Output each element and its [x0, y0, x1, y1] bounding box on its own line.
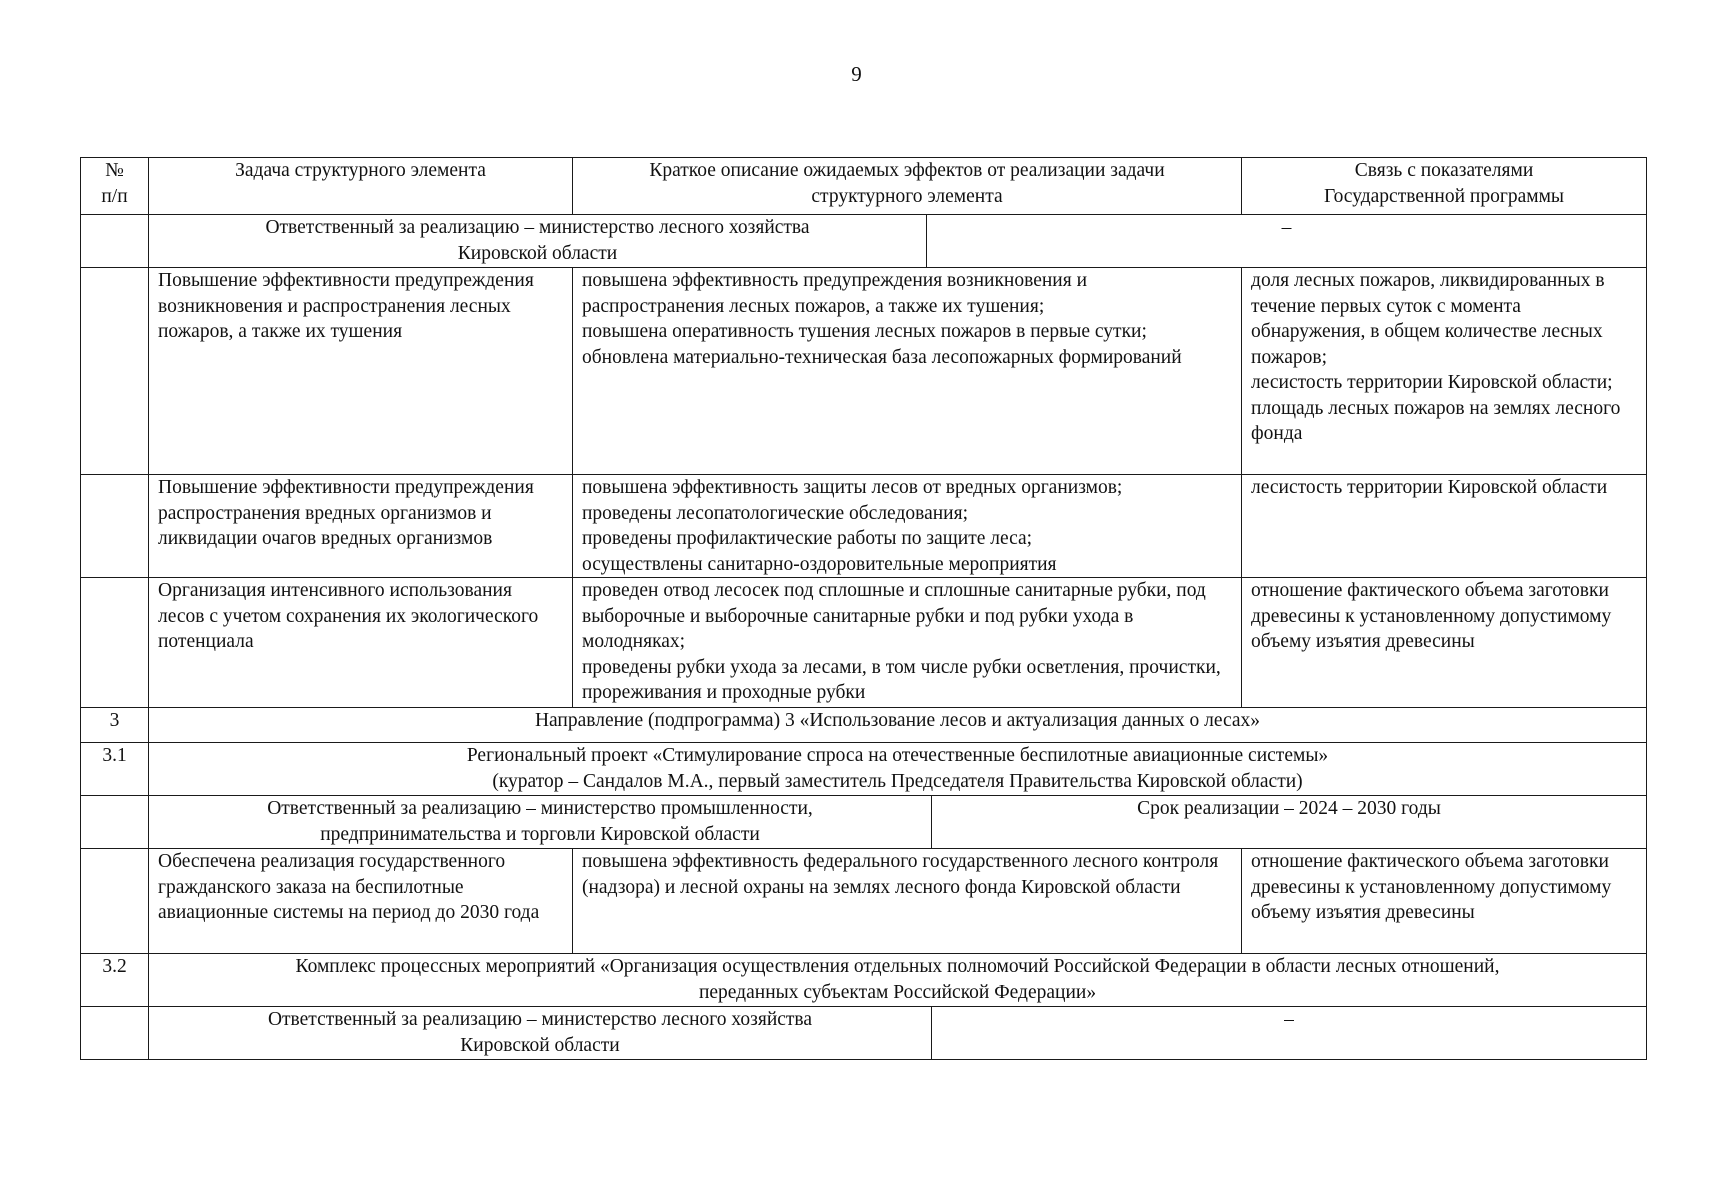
table-header-row — [81, 158, 1647, 215]
task-cell: Организация интенсивного использования лесов с учетом сохранения их экологического потенциала — [149, 578, 573, 708]
project-number: 3.1 — [81, 743, 149, 796]
structural-elements-table — [80, 157, 1647, 1060]
complex-title: Комплекс процессных мероприятий «Организация осуществления отдельных полномочий Российской Федерации в области лесных отношений, переданных субъектам Российской Федерации» — [149, 954, 1647, 1007]
header-effects: Краткое описание ожидаемых эффектов от реализации задачи структурного элемента — [573, 158, 1242, 215]
empty-number-cell — [81, 215, 149, 268]
effects-cell: повышена эффективность федерального государственного лесного контроля (надзора) и лесной охраны на землях лесного фонда Кировской области — [573, 849, 1242, 954]
page-number: 9 — [851, 62, 862, 86]
empty-number-cell — [81, 475, 149, 578]
empty-number-cell — [81, 578, 149, 708]
complex-number: 3.2 — [81, 954, 149, 1007]
effects-cell: проведен отвод лесосек под сплошные и сплошные санитарные рубки, под выборочные и выборочные санитарные рубки и под рубки ухода в молодняках; проведены рубки ухода за лесами, в том числе рубки осветления, прочистки, прореживания и проходные рубки — [573, 578, 1242, 708]
header-indicators: Связь с показателями Государственной программы — [1242, 158, 1647, 215]
responsible-cell: Ответственный за реализацию – министерство промышленности, предпринимательства и торговли Кировской области — [149, 796, 932, 849]
table-row — [81, 268, 1647, 475]
task-cell: Обеспечена реализация государственного гражданского заказа на беспилотные авиационные системы на период до 2030 года — [149, 849, 573, 954]
table-row — [81, 475, 1647, 578]
empty-number-cell — [81, 1007, 149, 1060]
indicators-cell: лесистость территории Кировской области — [1242, 475, 1647, 578]
indicators-cell: доля лесных пожаров, ликвидированных в течение первых суток с момента обнаружения, в общем количестве лесных пожаров; лесистость территории Кировской области; площадь лесных пожаров на землях лесного фонда — [1242, 268, 1647, 475]
responsible-row — [81, 796, 1647, 849]
indicators-cell: отношение фактического объема заготовки древесины к установленному допустимому объему изъятия древесины — [1242, 849, 1647, 954]
responsible-row — [81, 215, 1647, 268]
direction-number: 3 — [81, 708, 149, 743]
direction-title: Направление (подпрограмма) 3 «Использование лесов и актуализация данных о лесах» — [149, 708, 1647, 743]
task-cell: Повышение эффективности предупреждения распространения вредных организмов и ликвидации очагов вредных организмов — [149, 475, 573, 578]
empty-number-cell — [81, 268, 149, 475]
empty-number-cell — [81, 796, 149, 849]
project-title: Региональный проект «Стимулирование спроса на отечественные беспилотные авиационные системы» (куратор – Сандалов М.А., первый заместитель Председателя Правительства Кировской области) — [149, 743, 1647, 796]
responsible-row — [81, 1007, 1647, 1060]
effects-cell: повышена эффективность предупреждения возникновения и распространения лесных пожаров, а также их тушения; повышена оперативность тушения лесных пожаров в первые сутки; обновлена материально-техническая база лесопожарных формирований — [573, 268, 1242, 475]
header-task: Задача структурного элемента — [149, 158, 573, 215]
header-number: № п/п — [81, 158, 149, 215]
responsible-cell: Ответственный за реализацию – министерство лесного хозяйства Кировской области — [149, 215, 927, 268]
period-cell: – — [927, 215, 1647, 268]
empty-number-cell — [81, 849, 149, 954]
responsible-cell: Ответственный за реализацию – министерство лесного хозяйства Кировской области — [149, 1007, 932, 1060]
complex-row — [81, 954, 1647, 1007]
task-cell: Повышение эффективности предупреждения возникновения и распространения лесных пожаров, а также их тушения — [149, 268, 573, 475]
indicators-cell: отношение фактического объема заготовки древесины к установленному допустимому объему изъятия древесины — [1242, 578, 1647, 708]
effects-cell: повышена эффективность защиты лесов от вредных организмов; проведены лесопатологические обследования; проведены профилактические работы по защите леса; осуществлены санитарно-оздоровительные мероприятия — [573, 475, 1242, 578]
period-cell: Срок реализации – 2024 – 2030 годы — [932, 796, 1647, 849]
period-cell: – — [932, 1007, 1647, 1060]
table-row — [81, 849, 1647, 954]
direction-row — [81, 708, 1647, 743]
project-row — [81, 743, 1647, 796]
table-row — [81, 578, 1647, 708]
